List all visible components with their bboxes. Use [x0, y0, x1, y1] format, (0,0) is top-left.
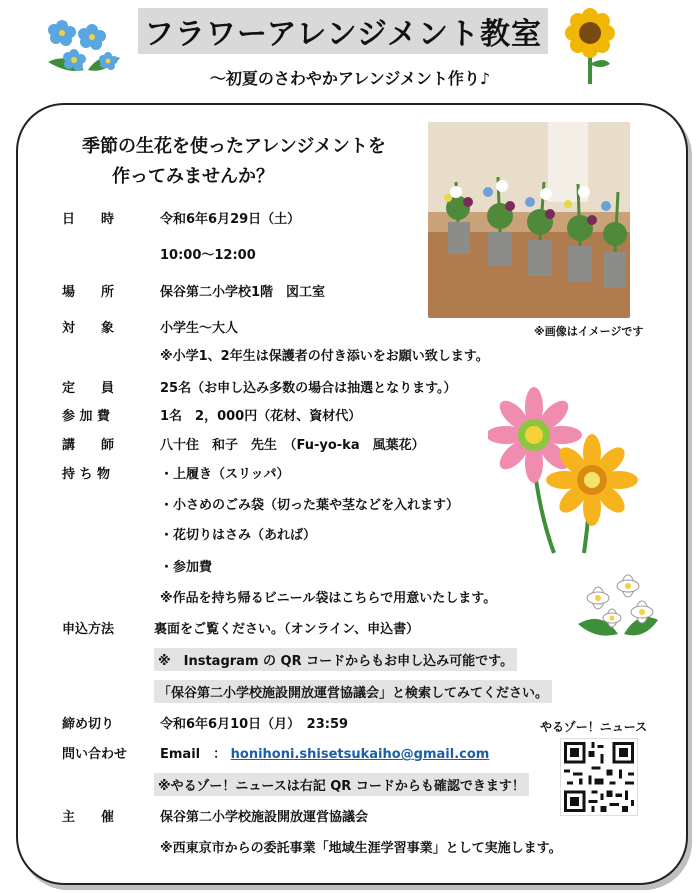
capacity-label: 定 員: [62, 381, 115, 396]
organizer-label: 主 催: [62, 810, 115, 825]
instructor-label: 講 師: [62, 438, 115, 453]
date-label: 日 時: [62, 212, 115, 227]
organizer-value: 保谷第二小学校施設開放運営協議会: [160, 810, 369, 825]
bring-item: ・参加費: [160, 560, 213, 575]
headline-line2: 作ってみませんか？: [112, 166, 274, 187]
target-label: 対 象: [62, 321, 115, 336]
target-value: 小学生～大人: [160, 321, 239, 336]
deadline-label: 締め切り: [62, 717, 115, 732]
fee-value: 1名 2，000円（花材、資材代）: [160, 409, 362, 424]
gerbera-illustration: [488, 385, 653, 555]
instructor-value: 八十住 和子 先生 （Fu-yo-ka 風葉花）: [160, 438, 425, 453]
title-banner: [138, 8, 548, 54]
apply-label: 申込方法: [62, 622, 115, 637]
arrangement-photo: [428, 122, 630, 318]
capacity-value: 25名（お申し込み多数の場合は抽選となります。）: [160, 381, 457, 396]
contact-prefix: Email ：: [160, 747, 227, 762]
target-note: ※小学1、2年生は保護者の付き添いをお願い致します。: [160, 349, 489, 364]
white-flowers-illustration: [572, 570, 664, 644]
date-value: 令和6年6月29日（土）: [160, 212, 301, 227]
contact-note: ※やるゾー！ニュースは右記 QR コードからも確認できます！: [154, 773, 529, 796]
place-value: 保谷第二小学校1階 図工室: [160, 285, 326, 300]
bring-item: ・花切りはさみ（あれば）: [160, 528, 317, 543]
qr-code-icon[interactable]: [560, 738, 638, 816]
headline-line1: 季節の生花を使ったアレンジメントを: [82, 136, 386, 157]
contact-email-row: [160, 743, 489, 762]
contact-label: 問い合わせ: [62, 747, 128, 762]
apply-note-instagram: ※ Instagram の QR コードからもお申し込み可能です。: [154, 648, 517, 671]
place-label: 場 所: [62, 285, 115, 300]
page-title: フラワーアレンジメント教室: [144, 17, 542, 52]
apply-value: 裏面をご覧ください。（オンライン、申込書）: [154, 622, 420, 637]
time-value: 10:00～12:00: [160, 248, 256, 263]
fee-label: 参 加 費: [62, 409, 111, 424]
apply-note-search: 「保谷第二小学校施設開放運営協議会」と検索してみてください。: [154, 680, 552, 703]
organizer-note: ※西東京市からの委託事業「地域生涯学習事業」として実施します。: [160, 841, 562, 856]
bring-item: ・小さめのごみ袋（切った葉や茎などを入れます）: [160, 498, 460, 513]
deadline-value: 令和6年6月10日（月） 23:59: [160, 717, 349, 732]
subtitle: ～初夏のさわやかアレンジメント作り♪: [209, 69, 491, 88]
qr-caption: やるゾー！ニュース: [540, 720, 648, 734]
bring-label: 持 ち 物: [62, 467, 111, 482]
bring-note: ※作品を持ち帰るビニール袋はこちらで用意いたします。: [160, 591, 497, 606]
contact-email-link[interactable]: honihoni.shisetsukaiho@gmail.com: [230, 747, 490, 762]
bring-item: ・上履き（スリッパ）: [160, 467, 290, 482]
photo-caption: ※画像はイメージです: [534, 325, 644, 338]
